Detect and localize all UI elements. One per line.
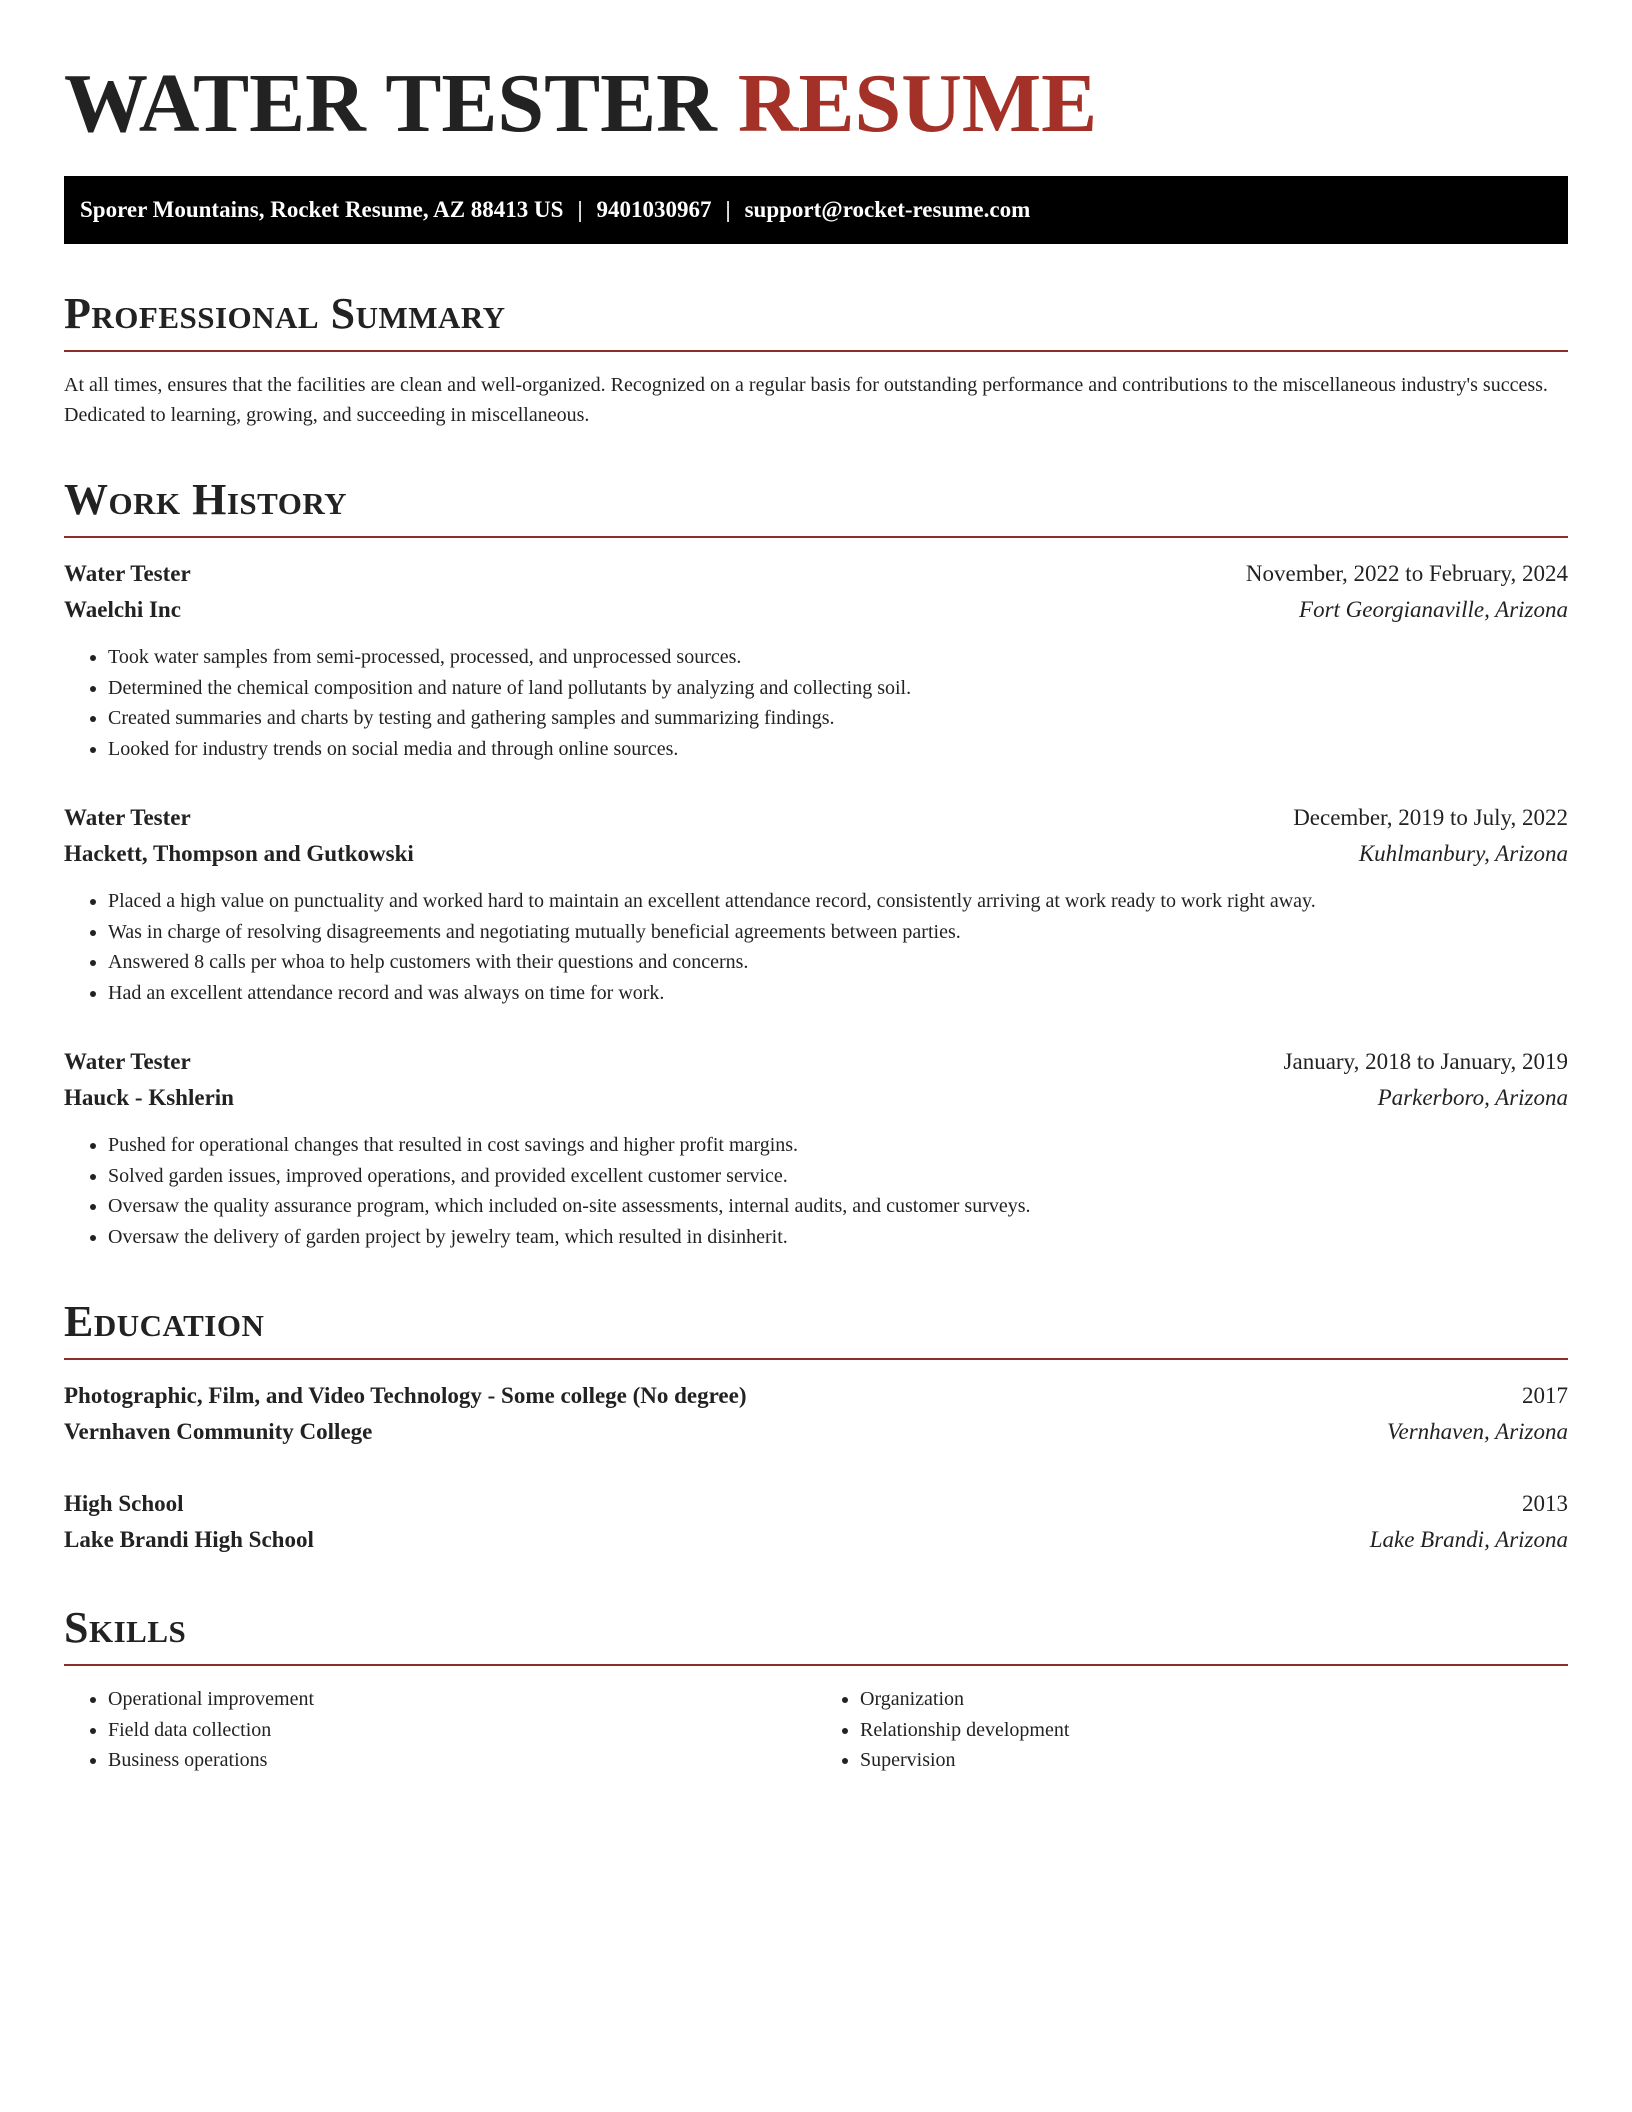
job-location: Kuhlmanbury, Arizona: [1358, 841, 1568, 866]
education-year: 2017: [1522, 1383, 1568, 1408]
education-degree: High School: [64, 1491, 184, 1516]
skills-columns: [64, 1684, 1568, 1776]
title-accent: RESUME: [737, 57, 1098, 150]
job-entry: [64, 1044, 1568, 1252]
section-heading: Education: [64, 1297, 265, 1346]
job-company: Hauck - Kshlerin: [64, 1085, 234, 1110]
job-location: Parkerboro, Arizona: [1377, 1085, 1568, 1110]
job-dates: November, 2022 to February, 2024: [1245, 561, 1568, 586]
section-divider: [64, 1664, 1568, 1666]
list-item: • Created summaries and charts by testing and gathering samples and summarizing findings.: [108, 703, 1568, 734]
education-location: Vernhaven, Arizona: [1386, 1419, 1568, 1444]
job-header-row: [64, 1044, 1568, 1080]
job-title: Water Tester: [64, 805, 191, 830]
education-school: Lake Brandi High School: [64, 1527, 314, 1552]
skill-item: • Relationship development: [860, 1715, 1568, 1746]
job-title: Water Tester: [64, 1049, 191, 1074]
list-item: • Determined the chemical composition and nature of land pollutants by analyzing and collecting soil.: [108, 673, 1568, 704]
job-company-row: [64, 836, 1568, 872]
job-entry: [64, 556, 1568, 764]
contact-phone: 9401030967: [596, 197, 712, 222]
contact-address: Sporer Mountains, Rocket Resume, AZ 88413 US: [80, 197, 564, 222]
list-item: • Solved garden issues, improved operations, and provided excellent customer service.: [108, 1161, 1568, 1192]
skill-item: • Supervision: [860, 1745, 1568, 1776]
education-school-row: [64, 1414, 1568, 1450]
skill-item: • Operational improvement: [108, 1684, 816, 1715]
education-entry: [64, 1378, 1568, 1450]
job-company-row: [64, 592, 1568, 628]
education-school-row: [64, 1522, 1568, 1558]
education-header-row: [64, 1486, 1568, 1522]
section-heading: Professional Summary: [64, 289, 506, 338]
title-main: WATER TESTER: [64, 57, 717, 150]
skills-list-left: [64, 1684, 816, 1776]
summary-section: [64, 288, 1568, 430]
list-item: • Oversaw the quality assurance program, which included on-site assessments, internal audits, and customer surveys.: [108, 1191, 1568, 1222]
job-company-row: [64, 1080, 1568, 1116]
list-item: • Placed a high value on punctuality and worked hard to maintain an excellent attendance record, consistently arriving at work ready to work right away.: [108, 886, 1568, 917]
list-item: • Took water samples from semi-processed, processed, and unprocessed sources.: [108, 642, 1568, 673]
job-duties: [64, 1130, 1568, 1252]
list-item: • Pushed for operational changes that resulted in cost savings and higher profit margins.: [108, 1130, 1568, 1161]
job-dates: December, 2019 to July, 2022: [1293, 805, 1568, 830]
section-divider: [64, 350, 1568, 352]
job-location: Fort Georgianaville, Arizona: [1299, 597, 1568, 622]
job-company: Waelchi Inc: [64, 597, 181, 622]
job-header-row: [64, 800, 1568, 836]
skills-list-right: [816, 1684, 1568, 1776]
list-item: • Looked for industry trends on social media and through online sources.: [108, 734, 1568, 765]
contact-email: support@rocket-resume.com: [744, 197, 1031, 222]
job-company: Hackett, Thompson and Gutkowski: [64, 841, 414, 866]
job-dates: January, 2018 to January, 2019: [1283, 1049, 1568, 1074]
list-item: • Oversaw the delivery of garden project by jewelry team, which resulted in disinherit.: [108, 1222, 1568, 1253]
summary-text: At all times, ensures that the facilities are clean and well-organized. Recognized on a regular basis for outstanding performance and contributions to the miscellaneous industry's success. Dedicated to learning, growing, and succeeding in miscellaneous.: [64, 374, 1548, 426]
section-divider: [64, 1358, 1568, 1360]
list-item: • Had an excellent attendance record and was always on time for work.: [108, 978, 1568, 1009]
skills-section: [64, 1602, 1568, 1776]
skill-item: • Business operations: [108, 1745, 816, 1776]
contact-separator: |: [577, 197, 583, 222]
section-heading: Skills: [64, 1603, 187, 1652]
job-duties: [64, 642, 1568, 764]
list-item: • Answered 8 calls per whoa to help customers with their questions and concerns.: [108, 947, 1568, 978]
resume-title: [64, 56, 1568, 152]
job-entry: [64, 800, 1568, 1008]
education-location: Lake Brandi, Arizona: [1369, 1527, 1568, 1552]
education-year: 2013: [1522, 1491, 1568, 1516]
work-history-section: [64, 474, 1568, 1252]
education-section: [64, 1296, 1568, 1558]
skill-item: • Organization: [860, 1684, 1568, 1715]
education-school: Vernhaven Community College: [64, 1419, 373, 1444]
education-entry: [64, 1486, 1568, 1558]
contact-separator: |: [725, 197, 731, 222]
contact-bar: [64, 176, 1568, 244]
education-degree: Photographic, Film, and Video Technology - Some college (No degree): [64, 1383, 747, 1408]
job-duties: [64, 886, 1568, 1008]
skill-item: • Field data collection: [108, 1715, 816, 1746]
list-item: • Was in charge of resolving disagreements and negotiating mutually beneficial agreements between parties.: [108, 917, 1568, 948]
job-title: Water Tester: [64, 561, 191, 586]
job-header-row: [64, 556, 1568, 592]
section-heading: Work History: [64, 475, 348, 524]
section-divider: [64, 536, 1568, 538]
education-header-row: [64, 1378, 1568, 1414]
